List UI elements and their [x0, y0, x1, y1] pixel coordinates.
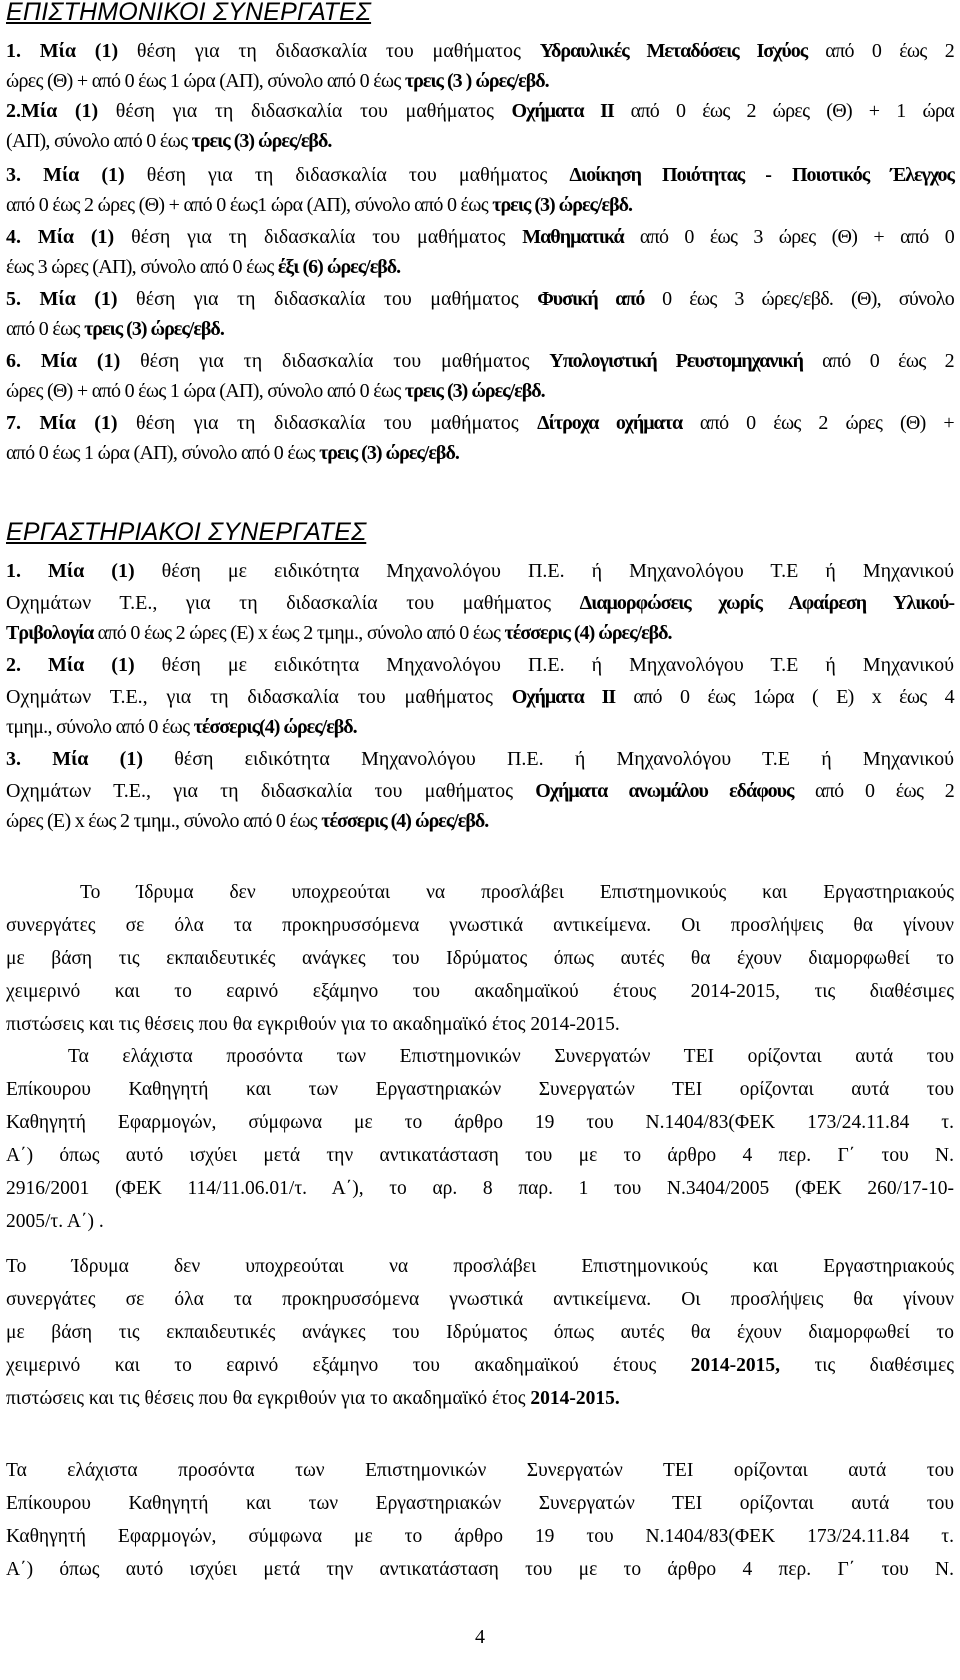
list-item-line: 1. Μία (1) θέση με ειδικότητα Μηχανολόγου Π.Ε. ή Μηχανολόγου Τ.Ε ή Μηχανικού: [6, 560, 955, 582]
paragraph-hiring-conditions-repeat: Το Ίδρυμα δεν υποχρεούται να προσλάβει Επιστημονικούς και Εργαστηριακούς συνεργάτες σε όλα τα προκηρυσσόμενα γνωστικά αντικείμενα. Οι προσλήψεις θα γίνουν με βάση τις εκπαιδευτικές ανάγκες του Ιδρύματος όπως αυτές θα έχουν διαμορφωθεί το χειμερινό και το εαρινό εξάμηνο του ακαδημαϊκού έτους 2014-2015, τις διαθέσιμες πιστώσεις και τις θέσεις που θα εγκριθούν για το ακαδημαϊκό έτος 2014-2015.: [6, 1256, 954, 1409]
list-item-line: έως 3 ώρες (ΑΠ), σύνολο από 0 έως έξι (6) ώρες/εβδ.: [6, 256, 401, 278]
list-item-line: (ΑΠ), σύνολο από 0 έως τρεις (3) ώρες/εβδ.: [6, 130, 332, 152]
list-item-line: από 0 έως 2 ώρες (Θ) + από 0 έως1 ώρα (ΑΠ), σύνολο από 0 έως τρεις (3) ώρες/εβδ.: [6, 194, 632, 216]
page-number: 4: [475, 1626, 485, 1648]
list-item-line: Οχημάτων Τ.Ε., για τη διδασκαλία του μαθήματος Οχήματα ανωμάλου εδάφους από 0 έως 2: [6, 780, 954, 802]
list-item-line: 3. Μία (1) θέση ειδικότητα Μηχανολόγου Π.Ε. ή Μηχανολόγου Τ.Ε ή Μηχανικού: [6, 748, 954, 770]
list-item-line: 3. Μία (1) θέση για τη διδασκαλία του μαθήματος Διοίκηση Ποιότητας - Ποιοτικός Έλεγχος: [6, 164, 954, 186]
section-heading-scientific: ΕΠΙΣΤΗΜΟΝΙΚΟΙ ΣΥΝΕΡΓΑΤΕΣ: [6, 0, 372, 26]
list-item-line: από 0 έως τρεις (3) ώρες/εβδ.: [6, 318, 224, 340]
paragraph-hiring-conditions: Το Ίδρυμα δεν υποχρεούται να προσλάβει Επιστημονικούς και Εργαστηριακούς συνεργάτες σε όλα τα προκηρυσσόμενα γνωστικά αντικείμενα. Οι προσλήψεις θα γίνουν με βάση τις εκπαιδευτικές ανάγκες του Ιδρύματος όπως αυτές θα έχουν διαμορφωθεί το χειμερινό και το εαρινό εξάμηνο του ακαδημαϊκού έτους 2014-2015, τις διαθέσιμες πιστώσεις και τις θέσεις που θα εγκριθούν για το ακαδημαϊκό έτος 2014-2015.: [6, 882, 954, 1035]
list-item-line: 6. Μία (1) θέση για τη διδασκαλία του μαθήματος Υπολογιστική Ρευστομηχανική από 0 έως 2: [6, 350, 954, 372]
list-item-line: Οχημάτων Τ.Ε., για τη διδασκαλία του μαθήματος Οχήματα ΙΙ από 0 έως 1ώρα ( Ε) x έως 4: [6, 686, 954, 708]
list-item-line: ώρες (Ε) x έως 2 τμημ., σύνολο από 0 έως τέσσερις (4) ώρες/εβδ.: [6, 810, 489, 832]
list-item-line: 2. Μία (1) θέση με ειδικότητα Μηχανολόγου Π.Ε. ή Μηχανολόγου Τ.Ε ή Μηχανικού: [6, 654, 955, 676]
list-item-line: ώρες (Θ) + από 0 έως 1 ώρα (ΑΠ), σύνολο από 0 έως τρεις (3 ) ώρες/εβδ.: [6, 70, 549, 92]
list-item-line: από 0 έως 1 ώρα (ΑΠ), σύνολο από 0 έως τρεις (3) ώρες/εβδ.: [6, 442, 459, 464]
list-item-line: Οχημάτων Τ.Ε., για τη διδασκαλία του μαθήματος Διαμορφώσεις χωρίς Αφαίρεση Υλικού-: [6, 592, 954, 614]
list-item-line: 2.Μία (1) θέση για τη διδασκαλία του μαθήματος Οχήματα ΙΙ από 0 έως 2 ώρες (Θ) + 1 ώρα: [6, 100, 954, 122]
list-item-line: 7. Μία (1) θέση για τη διδασκαλία του μαθήματος Δίτροχα οχήματα από 0 έως 2 ώρες (Θ) +: [6, 412, 954, 434]
list-item-line: Τριβολογία από 0 έως 2 ώρες (Ε) x έως 2 τμημ., σύνολο από 0 έως τέσσερις (4) ώρες/εβδ.: [6, 622, 672, 644]
list-item-line: 4. Μία (1) θέση για τη διδασκαλία του μαθήματος Μαθηματικά από 0 έως 3 ώρες (Θ) + από 0: [6, 226, 955, 248]
list-item-line: 5. Μία (1) θέση για τη διδασκαλία του μαθήματος Φυσική από 0 έως 3 ώρες/εβδ. (Θ), σύνολο: [6, 288, 955, 310]
list-item-line: 1. Μία (1) θέση για τη διδασκαλία του μαθήματος Υδραυλικές Μεταδόσεις Ισχύος από 0 έως 2: [6, 40, 954, 62]
list-item-line: τμημ., σύνολο από 0 έως τέσσερις(4) ώρες/εβδ.: [6, 716, 357, 738]
paragraph-qualifications-repeat: Τα ελάχιστα προσόντα των Επιστημονικών Συνεργατών ΤΕΙ ορίζονται αυτά του Επίκουρου Καθηγητή και των Εργαστηριακών Συνεργατών ΤΕΙ ορίζονται αυτά του Καθηγητή Εφαρμογών, σύμφωνα με το άρθρο 19 του Ν.1404/83(ΦΕΚ 173/24.11.84 τ. Α΄) όπως αυτό ισχύει μετά την αντικατάσταση του με το άρθρο 4 περ. Γ΄ του Ν.: [6, 1460, 954, 1580]
section-heading-laboratory: ΕΡΓΑΣΤΗΡΙΑΚΟΙ ΣΥΝΕΡΓΑΤΕΣ: [6, 518, 367, 546]
list-item-line: ώρες (Θ) + από 0 έως 1 ώρα (ΑΠ), σύνολο από 0 έως τρεις (3) ώρες/εβδ.: [6, 380, 545, 402]
paragraph-qualifications: Τα ελάχιστα προσόντα των Επιστημονικών Συνεργατών ΤΕΙ ορίζονται αυτά του Επίκουρου Καθηγητή και των Εργαστηριακών Συνεργατών ΤΕΙ ορίζονται αυτά του Καθηγητή Εφαρμογών, σύμφωνα με το άρθρο 19 του Ν.1404/83(ΦΕΚ 173/24.11.84 τ. Α΄) όπως αυτό ισχύει μετά την αντικατάσταση του με το άρθρο 4 περ. Γ΄ του Ν. 2916/2001 (ΦΕΚ 114/11.06.01/τ. Α΄), το αρ. 8 παρ. 1 του Ν.3404/2005 (ΦΕΚ 260/17-10- 2005/τ. Α΄) .: [6, 1046, 954, 1232]
